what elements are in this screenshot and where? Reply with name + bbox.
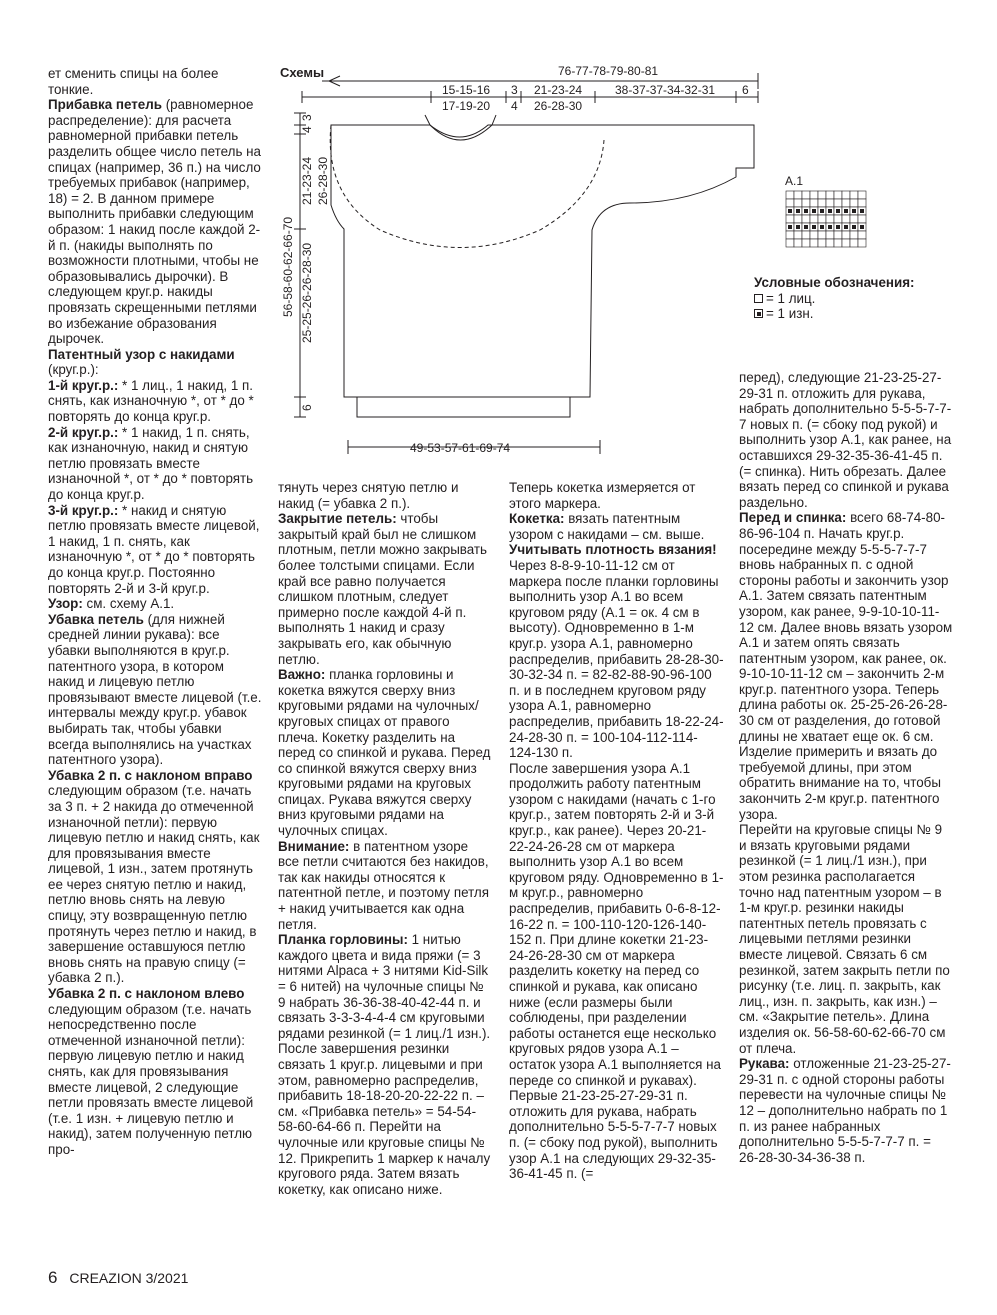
paragraph-text: Через 8-8-9-10-11-12 см от маркера после планки горловины выполнить узор А.1 во всем круговом ряду (А.1 = ок. 4 см в высоту). Одновременно в 1-м круг.р. узора А.1, равномерно распределив, прибавить 28-28-30-30-32-34 п. = 82-82-88-90-96-100 п. и в последнем круговом ряду узора А.1, равномерно распределив, прибавить 18-22-24-24-28-30 п. = 100-104-112-114-124-130 п. — [509, 557, 724, 761]
purl-dot — [852, 225, 856, 229]
paragraph-heading: Учитывать плотность вязания! — [509, 542, 717, 558]
knit-cell — [802, 199, 810, 207]
text-column-1 — [48, 66, 262, 1158]
paragraph-text: (для нижней средней линии рукава): все убавки выполняются в круг.р. патентного узора, в котором накид и лицевую петлю провязывают вместе лицевой (т.е. интервалы между круг.р. убавок выбирать так, чтобы убавки всегда выполнялись на участках патентного узора). — [48, 611, 262, 768]
paragraph-text: отложенные 21-23-25-27-29-31 п. с одной стороны работы перевести на чулочные спицы № 12 – дополнительно набрать по 1 п. из ранее набранных дополнительно 5-5-5-7-7-7 п. = 26-28-30-34-36-38 п. — [739, 1056, 951, 1165]
dim-bottom-width: 49-53-57-61-69-74 — [410, 441, 511, 455]
text-column-2 — [278, 480, 492, 1197]
paragraph-heading: Убавка петель — [48, 611, 144, 627]
knit-cell — [858, 191, 866, 199]
knit-cell — [850, 191, 858, 199]
knit-cell — [786, 215, 794, 223]
knit-cell — [834, 199, 842, 207]
purl-dot — [836, 209, 840, 213]
paragraph — [278, 839, 492, 933]
paragraph — [48, 378, 262, 425]
paragraph-heading: Убавка 2 п. с наклоном вправо — [48, 767, 253, 783]
paragraph-text: в патентном узоре все петли считаются без накидов, так как накиды относятся к патентной петле, и поэтому петля + накид учитывается как одна петля. — [278, 838, 489, 932]
dim-shoulder-a: 3 — [511, 83, 518, 97]
paragraph-heading: Патентный узор с накидами — [48, 346, 235, 362]
paragraph-text: Первые 21-23-25-27-29-31 п. отложить для рукава, набрать дополнительно 5-5-5-7-7-7 новых п. (= сбоку под рукой), выполнить узор А.1 на следующих 29-32-35-36-41-45 п. (= — [509, 1088, 718, 1182]
knit-cell — [810, 239, 818, 247]
dim-yoke-height-a: 21-23-24 — [300, 156, 314, 205]
paragraph-heading: Кокетка: — [509, 511, 565, 527]
legend-title: Условные обозначения: — [754, 275, 915, 290]
paragraph — [48, 596, 262, 612]
knit-cell — [826, 191, 834, 199]
legend-item-purl — [754, 306, 915, 322]
paragraph — [48, 503, 262, 597]
purl-dot — [844, 209, 848, 213]
knit-cell — [802, 215, 810, 223]
magazine-name: CREAZION 3/2021 — [69, 1270, 189, 1286]
dim-total-length: 56-58-60-62-66-70 — [281, 216, 295, 317]
paragraph — [739, 822, 953, 1056]
purl-dot — [820, 209, 824, 213]
paragraph-text: Перейти на круговые спицы № 9 и вязать круговыми рядами резинкой (= 1 лиц./1 изн.), при этом резинка располагается точно над патентным узором – в 1-м круг.р. резинки накиды патентных петель провязать с лицевыми петлями резинки вместе лицевой. Связать 6 см резинкой, затем закрыть петли по рисунку (т.е. лиц. п. закрыть, как лиц., изн. п. закрыть, как изн.) – см. «Закрытие петель». Длина изделия ок. 56-58-60-62-66-70 см от плеча. — [739, 822, 950, 1056]
knit-cell — [794, 191, 802, 199]
paragraph-heading: Узор: — [48, 596, 83, 612]
paragraph — [48, 97, 262, 347]
paragraph — [278, 667, 492, 839]
dim-shoulder-b: 4 — [511, 99, 518, 113]
knit-cell — [810, 191, 818, 199]
dim-body-length: 25-25-26-26-28-30 — [300, 242, 314, 343]
paragraph-heading: 2-й круг.р.: — [48, 424, 119, 440]
knit-symbol-icon — [754, 294, 763, 303]
knit-cell — [802, 191, 810, 199]
paragraph-text: * 1 лиц., 1 накид, 1 п. снять, как изнаночную *, от * до * повторять до конца круг.р. — [48, 377, 254, 425]
paragraph-heading: Рукава: — [739, 1056, 790, 1072]
diagram-title: Схемы — [280, 65, 325, 80]
knit-cell — [810, 231, 818, 239]
knit-cell — [858, 215, 866, 223]
knit-cell — [810, 199, 818, 207]
paragraph-heading: Важно: — [278, 667, 326, 683]
knit-cell — [858, 239, 866, 247]
dim-top-width: 76-77-78-79-80-81 — [558, 64, 659, 78]
schematic-diagram — [270, 55, 770, 465]
knit-cell — [818, 239, 826, 247]
paragraph-text: следующим образом (т.е. начать за 3 п. + 2 накида до отмеченной изнаночной петли): первую лицевую петлю и накид снять, как для провязывания вместе лицевой, 1 изн., затем протянуть ее через снятую петлю и накид, петлю вновь снять на левую спицу, эту возвращенную петлю протянуть через петлю и накид, в завершение оставшуюся петлю вновь снять на правую спицу (= убавка 2 п.). — [48, 783, 260, 986]
paragraph — [509, 480, 724, 511]
paragraph — [48, 768, 262, 986]
paragraph-text: (круг.р.): — [48, 362, 99, 378]
legend — [754, 275, 915, 322]
paragraph-text: перед), следующие 21-23-25-27-29-31 п. отложить для рукава, набрать дополнительно 5-5-5-7-7-7 новых п. (= сбоку под рукой) и выполнить узор А.1, как ранее, на оставшихся 29-32-35-36-41-45 п. (= спинка). Нить обрезать. Далее вязать перед со спинкой и рукава раздельно. — [739, 370, 952, 510]
purl-dot — [828, 225, 832, 229]
purl-symbol-icon — [754, 309, 763, 318]
purl-dot — [812, 209, 816, 213]
paragraph — [278, 480, 492, 511]
knit-cell — [794, 231, 802, 239]
dim-yoke-width-a: 21-23-24 — [534, 83, 583, 97]
paragraph-text: ет сменить спицы на более тонкие. — [48, 66, 219, 97]
paragraph — [48, 347, 262, 378]
knit-cell — [802, 231, 810, 239]
knit-cell — [858, 231, 866, 239]
paragraph-text: Теперь кокетка измеряется от этого маркера. — [509, 480, 696, 511]
knit-cell — [786, 191, 794, 199]
dim-rib: 6 — [300, 404, 314, 411]
knit-cell — [842, 191, 850, 199]
purl-dot — [804, 225, 808, 229]
paragraph-text: (равномерное распределение): для расчета равномерной прибавки петель разделить общее число петель на спицах (например, 36 п.) на число требуемых прибавок (например, 18) = 2. В данном примере выполнить прибавки следующим образом: 1 накид после каждой 2-й п. (накиды выполнять по возможности плотными, чтобы не образовывались дырочки). В следующем круг.р. накиды провязать скрещенными петлями во избежание образования дырочек. — [48, 97, 262, 347]
paragraph-heading: 1-й круг.р.: — [48, 377, 119, 393]
dim-yoke-height-b: 26-28-30 — [316, 156, 330, 205]
purl-dot — [860, 225, 864, 229]
purl-dot — [796, 225, 800, 229]
paragraph-text: всего 68-74-80-86-96-104 п. Начать круг.р. посередине между 5-5-5-7-7-7 вновь набранных п. с одной стороны работы и закончить узор А.1. Затем связать патентным узором, как ранее, 9-9-10-10-11-12 см. Далее вновь вязать узором А.1 и затем опять связать патентным узором, как ранее, ок. 9-10-10-11-12 см – закончить 2-м круг.р. патентного узора. Теперь длина работы ок. 25-25-26-26-28-30 см от разделения, до готовой длины не хватает еще ок. 6 см. Изделие примерить и вязать до требуемой длины, при этом обратить внимание на то, чтобы закончить 2-м круг.р. патентного узора. — [739, 510, 953, 822]
paragraph-text: * 1 накид, 1 п. снять, как изнаночную, накид и снятую петлю провязать вместе изнаночной *, от * до * повторять до конца круг.р. — [48, 424, 254, 503]
knit-cell — [810, 215, 818, 223]
purl-dot — [788, 209, 792, 213]
text-column-4 — [739, 370, 953, 1165]
knit-cell — [842, 199, 850, 207]
text-column-3 — [509, 480, 724, 1182]
knit-cell — [826, 199, 834, 207]
dim-cuff: 6 — [742, 83, 749, 97]
paragraph — [278, 932, 492, 1197]
paragraph-heading: Внимание: — [278, 838, 350, 854]
knit-cell — [786, 239, 794, 247]
knit-cell — [818, 215, 826, 223]
purl-dot — [844, 225, 848, 229]
paragraph-text: планка горловины и кокетка вяжутся сверху вниз круговыми рядами на чулочных/круговых спицах от правого плеча. Кокетку разделить на перед со спинкой и рукава. Перед со спинкой вяжутся сверху вниз круговыми рядами на круговых спицах. Рукава вяжутся сверху вниз круговыми рядами на чулочных спицах. — [278, 667, 491, 839]
paragraph — [48, 986, 262, 1158]
paragraph — [509, 511, 724, 761]
paragraph — [509, 761, 724, 1088]
knit-cell — [818, 191, 826, 199]
paragraph-text: следующим образом (т.е. начать непосредственно после отмеченной изнаночной петли): первую лицевую петлю и накид снять, как для провязывания вместе лицевой, 2 следующие петли провязать вместе лицевой (т.е. 1 изн. + лицевую петлю и накид), затем полученную петлю про- — [48, 1001, 254, 1157]
knit-cell — [858, 199, 866, 207]
knit-cell — [842, 239, 850, 247]
paragraph-heading: Закрытие петель: — [278, 511, 397, 527]
paragraph-text: чтобы закрытый край был не слишком плотным, петли можно закрывать более толстыми спицами. Если край все равно получается слишком плотным, следует примерно после каждой 4-й п. выполнять 1 накид и сразу закрывать его, как обычную петлю. — [278, 511, 488, 667]
page-number: 6 — [48, 1268, 58, 1287]
knit-cell — [794, 215, 802, 223]
knit-cell — [834, 191, 842, 199]
purl-dot — [812, 225, 816, 229]
dim-sleeve-length: 38-37-37-34-32-31 — [615, 83, 716, 97]
knit-cell — [818, 231, 826, 239]
knit-cell — [794, 239, 802, 247]
dim-neck-band-a: 3 — [300, 114, 314, 121]
paragraph — [278, 511, 492, 667]
legend-knit-label: = 1 лиц. — [766, 290, 816, 306]
paragraph-text: * накид и снятую петлю провязать вместе лицевой, 1 накид, 1 п. снять, как изнаночную *, от * до * повторять до конца круг.р. Постоянно повторять 2-й и 3-й круг.р. — [48, 502, 260, 596]
purl-dot — [828, 209, 832, 213]
paragraph-heading: Убавка 2 п. с наклоном влево — [48, 986, 245, 1002]
knit-cell — [826, 231, 834, 239]
dim-neck-b: 17-19-20 — [442, 99, 491, 113]
legend-purl-label: = 1 изн. — [766, 306, 814, 322]
knit-cell — [786, 199, 794, 207]
knit-cell — [850, 231, 858, 239]
knit-cell — [818, 199, 826, 207]
knit-cell — [834, 231, 842, 239]
knit-cell — [842, 215, 850, 223]
purl-dot — [820, 225, 824, 229]
knit-cell — [850, 215, 858, 223]
dim-yoke-width-b: 26-28-30 — [534, 99, 583, 113]
purl-dot — [836, 225, 840, 229]
paragraph-text: вязать патентным узором с накидами – см. выше. — [509, 511, 705, 542]
paragraph-heading: Прибавка петель — [48, 97, 162, 113]
dim-neck-a: 15-15-16 — [442, 83, 491, 97]
paragraph-text: см. схему А.1. — [82, 596, 175, 612]
legend-item-knit — [754, 291, 915, 307]
paragraph-heading: Перед и спинка: — [739, 510, 847, 526]
paragraph-text: После завершения узора А.1 продолжить работу патентным узором с накидами (начать с 1-го круг.р., затем повторять 2-й и 3-й круг.р., как ранее). Через 20-21-22-24-26-28 см от маркера выполнить узор А.1 во всем круговом ряду. Одновременно в 1-м круг.р., равномерно распределив, прибавить 0-6-8-12-16-22 п. = 100-110-120-126-140-152 п. При длине кокетки 21-23-24-26-28-30 см от маркера разделить кокетку на перед со спинкой и рукава, как описано ниже (если размеры были соблюдены, при разделении работы останется еще несколько круговых рядов узора А.1 – остаток узора А.1 выполняется на переде со спинкой и рукавах). — [509, 760, 724, 1088]
paragraph-text: 1 нитью каждого цвета и вида пряжи (= 3 нитями Alpaca + 3 нитями Kid-Silk = 6 нитей) на чулочные спицы № 9 набрать 36-36-38-40-42-44 п. и связать 3-3-3-4-4-4 см круговыми рядами резинкой (= 1 лиц./1 изн.). После завершения резинки связать 1 круг.р. лицевыми и при этом, равномерно распределив, прибавить 18-18-20-20-22-22 п. – см. «Прибавка петель» = 54-54-58-60-64-66 п. Перейти на чулочные или круговые спицы № 12. Прикрепить 1 маркер к началу кругового ряда. Затем вязать кокетку, как описано ниже. — [278, 932, 491, 1197]
paragraph — [48, 612, 262, 768]
knit-cell — [794, 199, 802, 207]
pattern-chart-a1 — [784, 175, 874, 250]
paragraph-heading: 3-й круг.р.: — [48, 502, 119, 518]
knit-cell — [826, 239, 834, 247]
knit-cell — [786, 231, 794, 239]
paragraph-heading: Планка горловины: — [278, 932, 408, 948]
paragraph — [739, 1056, 953, 1165]
knit-cell — [842, 231, 850, 239]
purl-dot — [788, 225, 792, 229]
paragraph-text: тянуть через снятую петлю и накид (= убавка 2 п.). — [278, 480, 459, 511]
dim-neck-band-b: 4 — [300, 126, 314, 133]
knit-cell — [850, 199, 858, 207]
purl-dot — [804, 209, 808, 213]
paragraph — [739, 510, 953, 822]
chart-label: А.1 — [785, 175, 804, 188]
paragraph — [48, 425, 262, 503]
purl-dot — [796, 209, 800, 213]
page-footer — [48, 1268, 188, 1288]
purl-dot — [860, 209, 864, 213]
paragraph — [739, 370, 953, 510]
knit-cell — [834, 239, 842, 247]
knit-cell — [834, 215, 842, 223]
purl-dot — [852, 209, 856, 213]
knit-cell — [802, 239, 810, 247]
knit-cell — [826, 215, 834, 223]
paragraph — [509, 1088, 724, 1182]
knit-cell — [850, 239, 858, 247]
paragraph — [48, 66, 262, 97]
